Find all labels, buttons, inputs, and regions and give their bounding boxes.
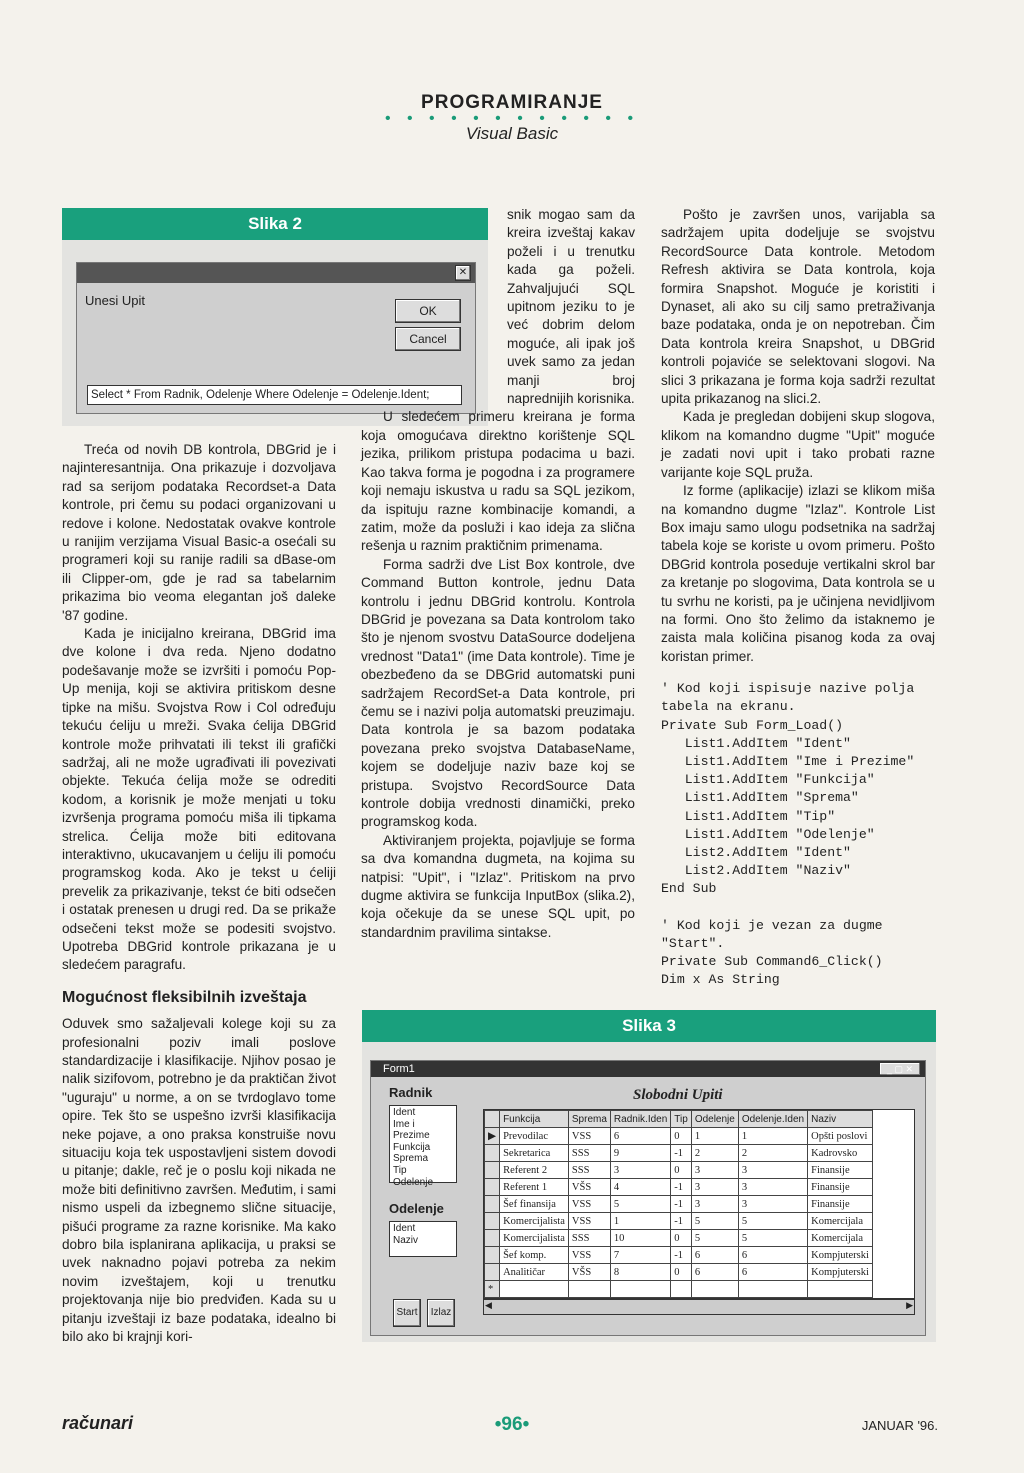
- table-cell[interactable]: 1: [691, 1128, 738, 1145]
- table-cell[interactable]: VSS: [568, 1196, 610, 1213]
- odelenje-label: Odelenje: [389, 1201, 444, 1216]
- new-row[interactable]: [485, 1281, 873, 1298]
- table-cell[interactable]: -1: [671, 1196, 692, 1213]
- table-cell[interactable]: Komercijalista: [500, 1213, 569, 1230]
- query-input[interactable]: Select * From Radnik, Odelenje Where Odelenje = Odelenje.Ident;: [87, 385, 462, 405]
- table-cell[interactable]: 3: [691, 1196, 738, 1213]
- row-selector[interactable]: *: [485, 1281, 500, 1298]
- table-cell[interactable]: -1: [671, 1179, 692, 1196]
- paragraph: Oduvek smo sažaljevali kolege koji su za profesionalni poziv imali poslove standardizacije i klasifikacije. Njihov posao je nalik sizifovom, potrebno je da praktičan život "uguraju" u norme, a on se tvrdoglavo tome opire. Tek što se uspešno izvrši klasifikacija neke pojave, a ono praksa konstruiše novu situaciju koja tek uspostavljeni sistem dovodi u pitanje; dakle, reč je o poslu koji nikada ne može biti definitivno završen. Međutim, i sami nismo uspeli da izbegnemo slične situacije, pišući programe za razne korisnike. Ma kako dobro bila isplanirana aplikacija, u praksi se uvek naknadno pojavi potreba za nekim novim izveštajem, koji u trenutku projektovanja nije bio predviđen. Kada su u pitanju izveštaji iz baze podataka, idealno bi bilo ako bi krajnji kori-: [62, 1016, 336, 1345]
- horizontal-scrollbar[interactable]: [483, 1299, 915, 1315]
- table-cell[interactable]: 3: [738, 1179, 807, 1196]
- dbgrid-table: [484, 1110, 873, 1298]
- table-row[interactable]: [485, 1230, 873, 1247]
- table-cell[interactable]: 1: [610, 1213, 670, 1230]
- table-cell[interactable]: Komercijalista: [500, 1230, 569, 1247]
- table-cell[interactable]: 5: [738, 1230, 807, 1247]
- table-cell[interactable]: 3: [691, 1179, 738, 1196]
- table-cell[interactable]: 5: [691, 1213, 738, 1230]
- table-cell[interactable]: 6: [738, 1264, 807, 1281]
- code-block-1: ' Kod koji ispisuje nazive polja tabela na ekranu. Private Sub Form_Load() List1.AddItem "Ident" List1.AddItem "Ime i Prezime" List1.AddItem "Funkcija" List1.AddItem "Sprema" List1.AddItem "Tip" List1.AddItem "Odelenje" List2.AddItem "Ident" List2.AddItem "Naziv" End Sub: [661, 681, 915, 897]
- table-cell[interactable]: 6: [738, 1247, 807, 1264]
- table-cell[interactable]: [671, 1281, 692, 1298]
- table-cell[interactable]: VŠS: [568, 1264, 610, 1281]
- table-cell[interactable]: Kadrovsko: [808, 1145, 873, 1162]
- section-dots: • • • • • • • • • • • •: [384, 110, 640, 127]
- figure-3: [362, 1010, 936, 1342]
- magazine-name: računari: [62, 1413, 134, 1433]
- list-item[interactable]: Sprema: [393, 1153, 429, 1165]
- list-item[interactable]: Odelenje: [393, 1176, 434, 1188]
- start-button[interactable]: Start: [393, 1299, 421, 1327]
- table-cell[interactable]: VŠS: [568, 1179, 610, 1196]
- table-cell[interactable]: Finansije: [808, 1162, 873, 1179]
- column-1: [62, 441, 336, 1347]
- dbgrid[interactable]: [483, 1109, 915, 1299]
- scroll-right-icon[interactable]: ▶: [906, 1300, 913, 1310]
- table-cell[interactable]: Analitičar: [500, 1264, 569, 1281]
- row-selector: [485, 1111, 500, 1128]
- figure-3-title: Slika 3: [362, 1010, 936, 1042]
- form1-window: [370, 1060, 926, 1336]
- table-cell[interactable]: 6: [610, 1128, 670, 1145]
- table-cell[interactable]: 3: [691, 1162, 738, 1179]
- form1-title: Form1: [383, 1063, 415, 1075]
- paragraph: Pošto je završen unos, varijabla sa sadržajem upita dodeljuje se svojstvu RecordSource Data kontrole. Metodom Refresh aktivira se Data kontrola, koja formira Snapshot. Moguće je koristiti i Dynaset, ali ako su cilj samo pretraživanja baze podataka, onda je on nepotreban. Čim Data kontrola kreira Snapshot, u DBGrid kontroli pojaviće se selektovani slogovi. Na slici 3 prikazana je forma koja sadrži rezultat upita prikazanog na slici.2.: [661, 207, 935, 407]
- column-2: [361, 206, 635, 942]
- issue-date: JANUAR '96.: [861, 1418, 938, 1433]
- column-header[interactable]: Funkcija: [500, 1111, 569, 1128]
- table-cell[interactable]: SSS: [568, 1145, 610, 1162]
- table-cell[interactable]: Sekretarica: [500, 1145, 569, 1162]
- window-controls-icon[interactable]: _ ▢ ✕: [879, 1062, 921, 1076]
- table-cell[interactable]: 5: [738, 1213, 807, 1230]
- table-row[interactable]: [485, 1179, 873, 1196]
- column-header[interactable]: Tip: [671, 1111, 692, 1128]
- paragraph: Forma sadrži dve List Box kontrole, dve Command Button kontrole, jednu Data kontrolu i jednu DBGrid kontrolu. Kontrola DBGrid je povezana sa Data kontrolom tako što je njenom svostvu DataSource dodeljena vrednost "Data1" (ime Data kontrole). Time je obezbeđeno da se DBGrid automatski puni sadržajem RecordSet-a Data kontrole, pri čemu se i nazivi polja automatski preuzimaju. Data kontrola je sa bazom podataka povezana preko svojstva DatabaseName, kojem se dodeljuje naziv baze koj se pristupa. Svojstvo RecordSource Data kontrole dobija vrednosti dinamički, preko programskog koda.: [361, 556, 635, 830]
- row-selector[interactable]: [485, 1162, 500, 1179]
- table-cell[interactable]: Kompjuterski: [808, 1264, 873, 1281]
- scroll-left-icon[interactable]: ◀: [485, 1300, 492, 1310]
- row-selector[interactable]: [485, 1213, 500, 1230]
- row-selector[interactable]: [485, 1230, 500, 1247]
- paragraph: snik mogao sam da kreira izveštaj kakav poželi i u trenutku kada ga poželi. Zahvaljujući SQL upitnom jeziku to je već dobrim delom moguće, ali ipak još uvek samo za jedan manji broj naprednijih korisnika.: [507, 207, 635, 407]
- table-cell[interactable]: 0: [671, 1162, 692, 1179]
- table-cell[interactable]: 9: [610, 1145, 670, 1162]
- table-cell[interactable]: 0: [671, 1128, 692, 1145]
- table-cell[interactable]: [738, 1281, 807, 1298]
- table-cell[interactable]: -1: [671, 1145, 692, 1162]
- column-header[interactable]: Radnik.Iden: [610, 1111, 670, 1128]
- figure-2-title: Slika 2: [62, 208, 488, 240]
- table-row[interactable]: [485, 1162, 873, 1179]
- table-row[interactable]: [485, 1145, 873, 1162]
- list-item[interactable]: Tip: [393, 1164, 407, 1176]
- table-cell[interactable]: Kompjuterski: [808, 1247, 873, 1264]
- table-cell[interactable]: Referent 1: [500, 1179, 569, 1196]
- table-cell[interactable]: 5: [691, 1230, 738, 1247]
- table-cell[interactable]: [610, 1281, 670, 1298]
- list-item[interactable]: Ident: [393, 1223, 416, 1234]
- table-row[interactable]: [485, 1264, 873, 1281]
- page-number: •96•: [494, 1414, 530, 1435]
- paragraph: Kada je pregledan dobijeni skup slogova, klikom na komandno dugme "Upit" moguće je zadati novi upit i tako probati razne varijante koje SQL pruža.: [661, 409, 935, 480]
- table-cell[interactable]: 6: [691, 1264, 738, 1281]
- table-row[interactable]: [485, 1247, 873, 1264]
- table-cell[interactable]: Referent 2: [500, 1162, 569, 1179]
- radnik-label: Radnik: [389, 1085, 433, 1100]
- table-cell[interactable]: 5: [610, 1196, 670, 1213]
- paragraph: U sledećem primeru kreirana je forma koja omogućava direktno korištenje SQL jezika, prilikom pristupa podacima u bazi. Kao takva forma je pogodna i za programere koji nemaju iskustva u radu sa SQL jezikom, da ispituju razne kombinacije komandi, a zatim, može da posluži i kao ideja za slična rešenja u raznim praktičnim primenama.: [361, 409, 635, 554]
- table-cell[interactable]: Šef komp.: [500, 1247, 569, 1264]
- table-cell[interactable]: [808, 1281, 873, 1298]
- table-row[interactable]: [485, 1213, 873, 1230]
- table-cell[interactable]: 2: [691, 1145, 738, 1162]
- paragraph: Iz forme (aplikacije) izlazi se klikom miša na komandno dugme "Izlaz". Kontrole List Box imaju samo ulogu podsetnika na sadržaj tabela koje se koriste u ovom primeru. Pošto DBGrid kontrola poseduje vertikalni skrol bar za kretanje po slogovima, Data kontrola se u tu svrhu ne koristi, pa je učinjena nevidljivom na formi. Ono što želimo da istaknemo je zaista mala količina pisanog koda za ovaj koristan primer.: [661, 483, 935, 664]
- table-cell[interactable]: 6: [691, 1247, 738, 1264]
- table-cell[interactable]: 2: [738, 1145, 807, 1162]
- table-row[interactable]: [485, 1196, 873, 1213]
- dialog-prompt: Unesi Upit: [85, 293, 145, 308]
- table-cell[interactable]: 0: [671, 1264, 692, 1281]
- row-selector[interactable]: [485, 1247, 500, 1264]
- table-cell[interactable]: VSS: [568, 1247, 610, 1264]
- table-cell[interactable]: Šef finansija: [500, 1196, 569, 1213]
- table-cell[interactable]: SSS: [568, 1230, 610, 1247]
- table-cell[interactable]: 8: [610, 1264, 670, 1281]
- list-item[interactable]: Naziv: [393, 1234, 419, 1246]
- code-block-2: ' Kod koji je vezan za dugme "Start". Private Sub Command6_Click() Dim x As String: [661, 917, 883, 988]
- list1[interactable]: [389, 1105, 457, 1188]
- list2[interactable]: [389, 1221, 457, 1257]
- table-cell[interactable]: -1: [671, 1213, 692, 1230]
- table-cell[interactable]: 4: [610, 1179, 670, 1196]
- list-item[interactable]: Ime i Prezime: [393, 1118, 430, 1142]
- table-cell[interactable]: 10: [610, 1230, 670, 1247]
- paragraph: Treća od novih DB kontrola, DBGrid je i najinteresantnija. Ona prikazuje i dozvoljava rad sa serijom podataka Recordset-a Data kontrole, pri čemu su podaci organizovani u redove i kolone. Nedostatak ovakve kontrole u ranijim verzijama Visual Basic-a osećali su programeri koji su ranije radili sa dBase-om ili Clipper-om, gde je rad sa tabelarnim prikazima bio veoma elegantan još daleke '87 godine.: [62, 442, 336, 623]
- cancel-button[interactable]: Cancel: [395, 327, 461, 351]
- table-cell[interactable]: Prevodilac: [500, 1128, 569, 1145]
- column-header[interactable]: Naziv: [808, 1111, 873, 1128]
- table-cell[interactable]: VSS: [568, 1128, 610, 1145]
- table-cell[interactable]: Finansije: [808, 1196, 873, 1213]
- section-heading: Mogućnost fleksibilnih izveštaja: [62, 988, 307, 1006]
- table-row[interactable]: [485, 1128, 873, 1145]
- table-cell[interactable]: 1: [738, 1128, 807, 1145]
- paragraph: Kada je inicijalno kreirana, DBGrid ima dve kolone i dva reda. Njeno dodatno podešavanje može se izvršiti i pomoću Pop-Up menija, koji se aktivira pritiskom desne tipke na mišu. Svojstva Row i Col određuju tekuću ćeliju u mreži. Svaka ćelija DBGrid kontrole može prihvatati ili tekst ili grafički sadržaj, ali ne može ugrađivati ili povezivati objekte. Tekuća ćelija može se odrediti kodom, a korisnik je može menjati u toku izvršenja programa pomoću miša ili tipkama strelica. Ćelija može biti editovana interaktivno, ukucavanjem u ćeliju ili pomoću programskog koda. Ako je tekst u ćeliji prevelik za prikazivanje, tekst će biti odsečen i ostatak prenesen u drugi red. Da se prikaže odsečeni tekst može se podesiti svojstvo. Upotreba DBGrid kontrole prikazana je u sledećem paragrafu.: [62, 626, 336, 973]
- table-cell[interactable]: Komercijala: [808, 1213, 873, 1230]
- form1-titlebar: [371, 1061, 925, 1077]
- section-subtitle: Visual Basic: [465, 124, 559, 143]
- table-cell[interactable]: 7: [610, 1247, 670, 1264]
- table-cell[interactable]: 3: [610, 1162, 670, 1179]
- close-icon[interactable]: ✕: [455, 265, 471, 281]
- table-cell[interactable]: [691, 1281, 738, 1298]
- row-selector[interactable]: [485, 1145, 500, 1162]
- row-selector[interactable]: [485, 1264, 500, 1281]
- column-header[interactable]: Odelenje: [691, 1111, 738, 1128]
- table-cell[interactable]: 0: [671, 1230, 692, 1247]
- list-item[interactable]: Ident: [393, 1107, 416, 1118]
- table-cell[interactable]: Opšti poslovi: [808, 1128, 873, 1145]
- table-cell[interactable]: SSS: [568, 1162, 610, 1179]
- section-title: PROGRAMIRANJE: [421, 92, 603, 113]
- row-selector[interactable]: [485, 1179, 500, 1196]
- table-cell[interactable]: 3: [738, 1162, 807, 1179]
- paragraph: Aktiviranjem projekta, pojavljuje se forma sa dva komandna dugmeta, na kojima su natpisi: "Upit", i "Izlaz". Pritiskom na prvo dugme aktivira se funkcija InputBox (slika.2), koja očekuje da se unese SQL upit, po standardnim pravilima sintakse.: [361, 832, 635, 940]
- column-3: [661, 206, 935, 989]
- table-cell[interactable]: Finansije: [808, 1179, 873, 1196]
- table-cell[interactable]: 3: [738, 1196, 807, 1213]
- list-item[interactable]: Funkcija: [393, 1141, 431, 1153]
- grid-title: Slobodni Upiti: [633, 1087, 723, 1103]
- table-cell[interactable]: Komercijala: [808, 1230, 873, 1247]
- table-cell[interactable]: -1: [671, 1247, 692, 1264]
- row-selector[interactable]: ▶: [485, 1128, 500, 1145]
- column-header[interactable]: Odelenje.Iden: [738, 1111, 807, 1128]
- izlaz-button[interactable]: Izlaz: [427, 1299, 455, 1327]
- column-header[interactable]: Sprema: [568, 1111, 610, 1128]
- table-cell[interactable]: VSS: [568, 1213, 610, 1230]
- ok-button[interactable]: OK: [395, 299, 461, 323]
- row-selector[interactable]: [485, 1196, 500, 1213]
- table-cell[interactable]: [568, 1281, 610, 1298]
- table-cell[interactable]: [500, 1281, 569, 1298]
